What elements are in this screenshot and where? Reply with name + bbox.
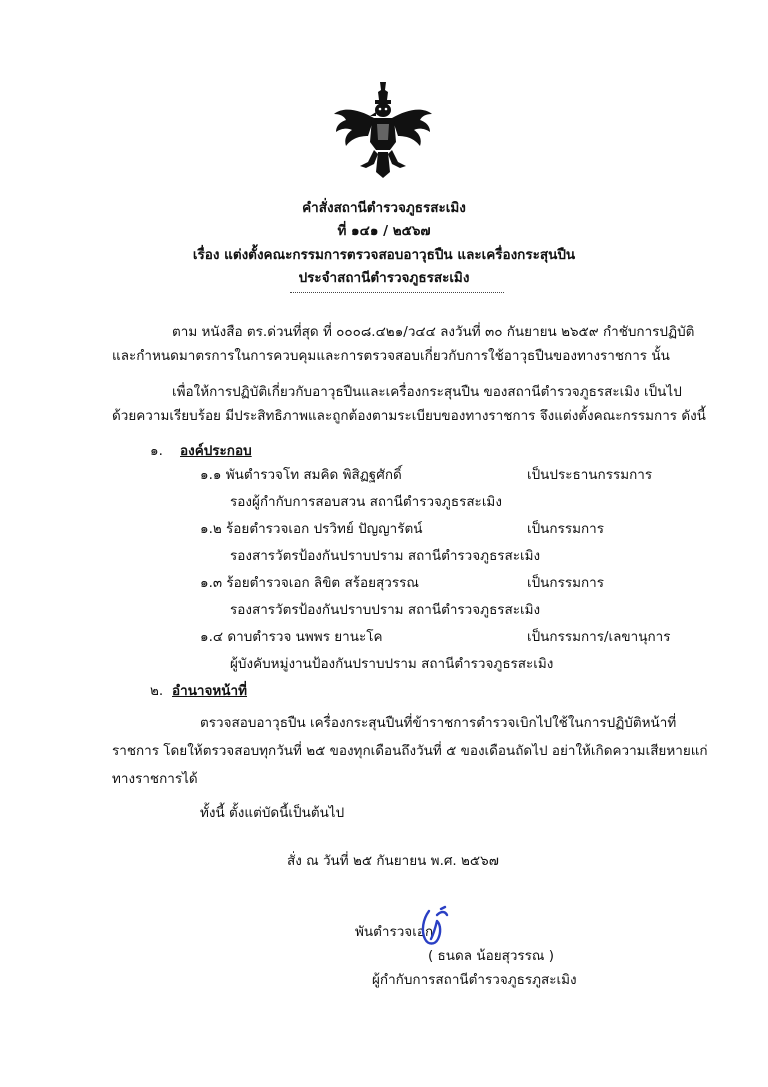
section2-heading: อำนาจหน้าที่: [172, 683, 248, 699]
dotted-divider: [290, 292, 504, 293]
signer-title: ผู้กำกับการสถานีตำรวจภูธรภูสะเมิง: [372, 972, 577, 988]
para1-line1: ตาม หนังสือ ตร.ด่วนที่สุด ที่ ๐๐๐๘.๔๒๑/ว๔๔ ลงวันที่ ๓๐ กันยายน ๒๖๕๙ กำชับการปฏิบัติ: [172, 324, 695, 340]
order-subject-line1: เรื่อง แต่งตั้งคณะกรรมการตรวจสอบอาวุธปืน และเครื่องกระสุนปืน: [192, 247, 576, 263]
member-position: รองสารวัตรป้องกันปราบปราม สถานีตำรวจภูธรสะเมิง: [230, 548, 541, 564]
effective-statement: ทั้งนี้ ตั้งแต่บัดนี้เป็นต้นไป: [200, 805, 345, 821]
member-position: รองผู้กำกับการสอบสวน สถานีตำรวจภูธรสะเมิง: [230, 494, 502, 510]
para2-line1: เพื่อให้การปฏิบัติเกี่ยวกับอาวุธปืนและเครื่องกระสุนปืน ของสถานีตำรวจภูธรสะเมิง เป็นไป: [172, 384, 682, 400]
member-name: ๑.๑ พันตำรวจโท สมคิด พิสิฏฐศักดิ์: [200, 467, 402, 483]
signer-rank: พันตำรวจเอก: [355, 924, 434, 940]
member-role: เป็นประธานกรรมการ: [527, 467, 653, 483]
duty-line3: ทางราชการได้: [112, 771, 198, 787]
member-role: เป็นกรรมการ: [527, 521, 604, 537]
member-name: ๑.๒ ร้อยตำรวจเอก ปรวิทย์ ปัญญารัตน์: [200, 521, 423, 537]
member-name: ๑.๔ ดาบตำรวจ นพพร ยานะโค: [200, 629, 383, 645]
section1-heading: องค์ประกอบ: [180, 443, 252, 459]
order-number: ที่ ๑๔๑ / ๒๕๖๗: [337, 223, 431, 239]
order-title: คำสั่งสถานีตำรวจภูธรสะเมิง: [302, 200, 466, 216]
member-name: ๑.๓ ร้อยตำรวจเอก ลิขิต สร้อยสุวรรณ: [200, 575, 419, 591]
duty-line2: ราชการ โดยให้ตรวจสอบทุกวันที่ ๒๕ ของทุกเดือนถึงวันที่ ๕ ของเดือนถัดไป อย่าให้เกิดความเสียหายแก่: [112, 743, 708, 759]
signer-name: ( ธนดล น้อยสุวรรณ ): [428, 948, 555, 964]
order-subject-line2: ประจำสถานีตำรวจภูธรสะเมิง: [298, 270, 470, 286]
section1-number: ๑.: [150, 443, 163, 459]
member-position: รองสารวัตรป้องกันปราบปราม สถานีตำรวจภูธรสะเมิง: [230, 602, 541, 618]
member-role: เป็นกรรมการ/เลขานุการ: [527, 629, 671, 645]
handwritten-signature: [415, 905, 455, 949]
member-position: ผู้บังคับหมู่งานป้องกันปราบปราม สถานีตำรวจภูธรสะเมิง: [230, 656, 554, 672]
member-role: เป็นกรรมการ: [527, 575, 604, 591]
para1-line2: และกำหนดมาตรการในการควบคุมและการตรวจสอบเกี่ยวกับการใช้อาวุธปืนของทางราชการ นั้น: [112, 348, 670, 364]
garuda-emblem-icon: [330, 80, 436, 180]
order-date: สั่ง ณ วันที่ ๒๕ กันยายน พ.ศ. ๒๕๖๗: [287, 853, 499, 869]
para2-line2: ด้วยความเรียบร้อย มีประสิทธิภาพและถูกต้องตามระเบียบของทางราชการ จึงแต่งตั้งคณะกรรมการ ดังนี้: [112, 408, 706, 424]
duty-line1: ตรวจสอบอาวุธปืน เครื่องกระสุนปืนที่ข้าราชการตำรวจเบิกไปใช้ในการปฏิบัติหน้าที่: [200, 715, 677, 731]
section2-number: ๒.: [150, 683, 164, 699]
